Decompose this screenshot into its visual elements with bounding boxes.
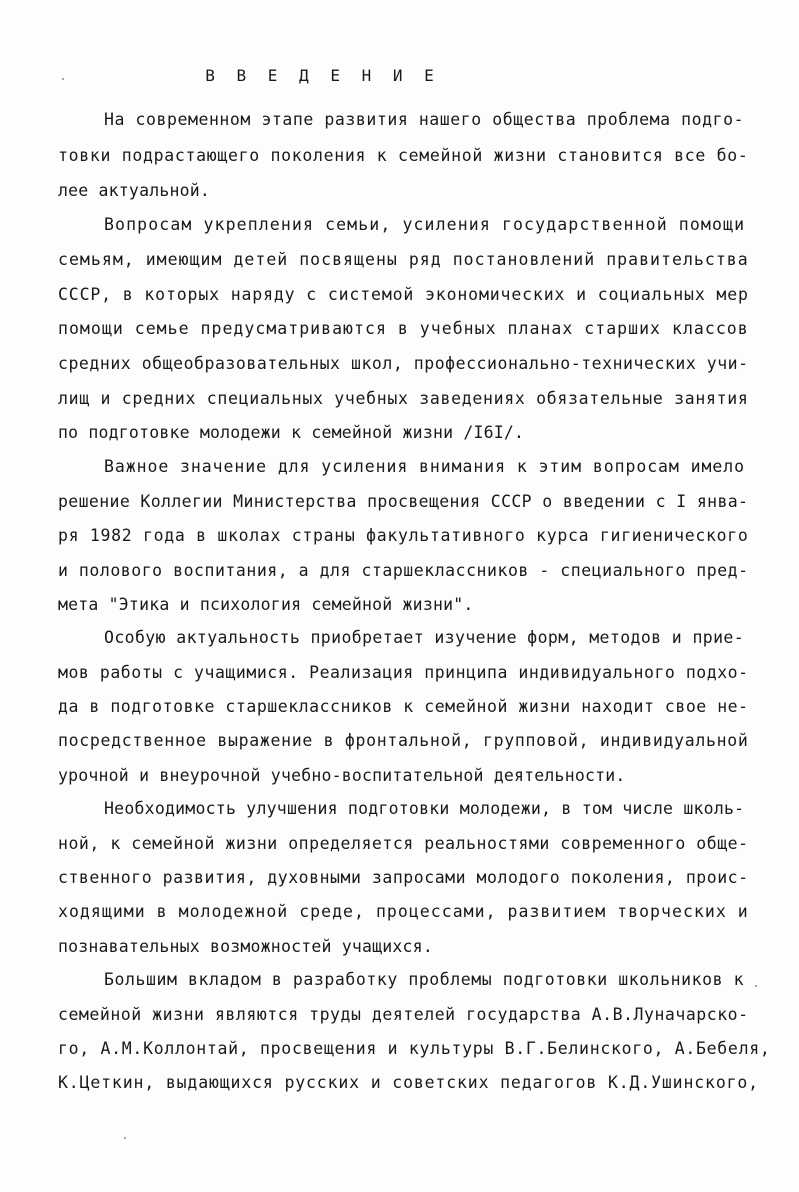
- text-line: СССР, в которых наряду с системой экономических и социальных мер: [58, 285, 749, 304]
- text-line: по подготовке молодежи к семейной жизни /I6I/.: [58, 423, 525, 442]
- text-line: познавательных возможностей учащихся.: [58, 937, 433, 956]
- text-line: ной, к семейной жизни определяется реальностями современного обще-: [58, 834, 749, 853]
- text-line: лее актуальной.: [58, 181, 211, 200]
- text-line: да в подготовке старшеклассников к семейной жизни находит свое не-: [58, 697, 749, 716]
- text-line: Особую актуальность приобретает изучение форм, методов и прие-: [104, 628, 745, 647]
- text-line: товки подрастающего поколения к семейной жизни становится все бо-: [58, 146, 749, 165]
- text-line: ходящими в молодежной среде, процессами, развитием творческих и: [58, 902, 749, 921]
- text-line: мов работы с учащимися. Реализация принципа индивидуального подхо-: [58, 663, 749, 682]
- scan-speck: [62, 78, 64, 80]
- text-line: лищ и средних специальных учебных заведениях обязательные занятия: [58, 389, 749, 408]
- text-line: посредственное выражение в фронтальной, групповой, индивидуальной: [58, 731, 749, 750]
- scan-speck: [124, 1137, 126, 1139]
- text-line: помощи семье предусматриваются в учебных планах старших классов: [58, 319, 749, 338]
- text-line: семейной жизни являются труды деятелей государства А.В.Луначарско-: [58, 1005, 749, 1024]
- text-line: и полового воспитания, а для старшеклассников - специального пред-: [58, 561, 749, 580]
- text-line: ственного развития, духовными запросами молодого поколения, проис-: [58, 868, 749, 887]
- scan-speck: [755, 985, 757, 987]
- text-line: К.Цеткин, выдающихся русских и советских педагогов К.Д.Ушинского,: [58, 1073, 759, 1092]
- text-line: Большим вкладом в разработку проблемы подготовки школьников к: [104, 970, 745, 989]
- text-line: урочной и внеурочной учебно-воспитательной деятельности.: [58, 766, 626, 785]
- text-line: решение Коллегии Министерства просвещения СССР о введении с I янва-: [58, 492, 749, 511]
- text-line: го, А.М.Коллонтай, просвещения и культуры В.Г.Белинского, А.Бебеля,: [58, 1039, 771, 1058]
- text-line: Вопросам укрепления семьи, усиления государственной помощи: [104, 215, 746, 234]
- text-line: Необходимость улучшения подготовки молодежи, в том числе школь-: [104, 799, 745, 818]
- text-line: На современном этапе развития нашего общества проблема подго-: [104, 110, 745, 129]
- text-line: ря 1982 года в школах страны факультативного курса гигиенического: [58, 526, 749, 545]
- text-line: Важное значение для усиления внимания к этим вопросам имело: [104, 457, 745, 476]
- section-heading: В В Е Д Е Н И Е: [205, 66, 440, 85]
- text-line: семьям, имеющим детей посвящены ряд постановлений правительства: [58, 250, 749, 269]
- text-line: средних общеобразовательных школ, профессионально-технических учи-: [58, 354, 749, 373]
- text-line: мета "Этика и психология семейной жизни".: [58, 595, 474, 614]
